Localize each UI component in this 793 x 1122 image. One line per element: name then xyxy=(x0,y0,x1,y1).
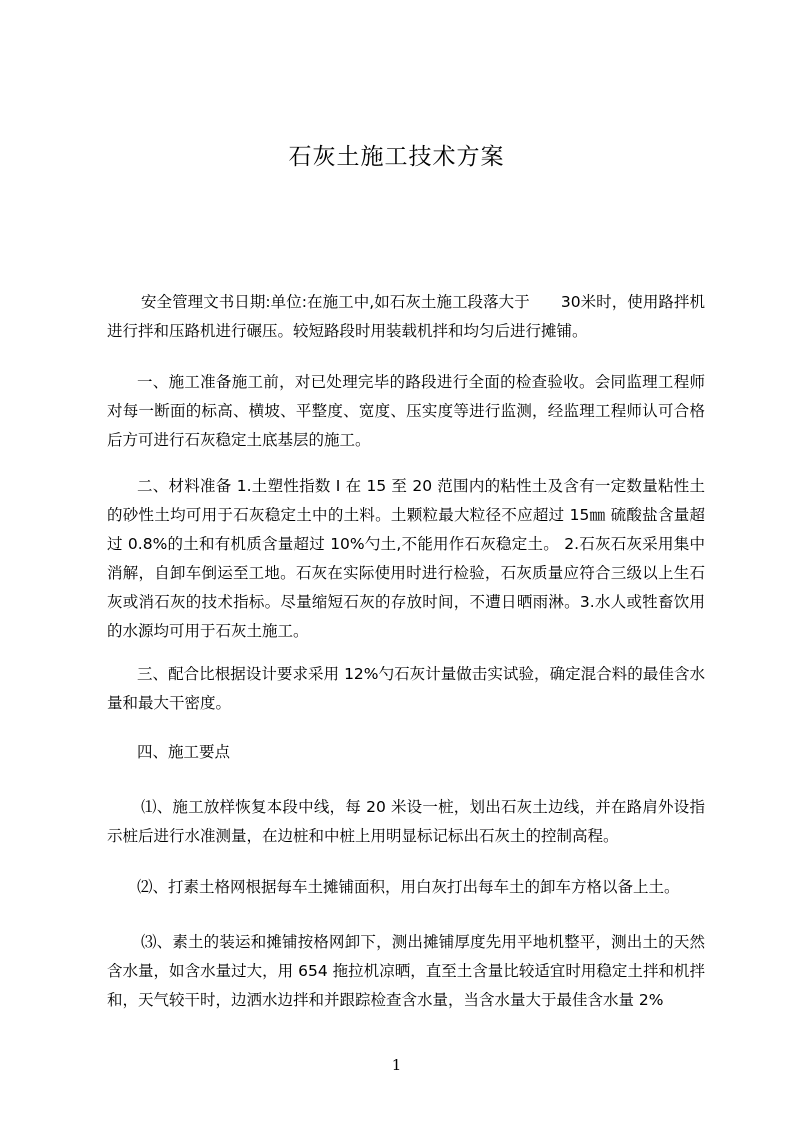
section-four-heading: 四、施工要点 xyxy=(137,743,231,761)
intro-paragraph: 安全管理文书日期:单位:在施工中,如石灰土施工段落大于 30米时，使用路拌机进行拌和压路机进行碾压。较短路段时用装载机拌和均匀后进行摊铺。 xyxy=(107,293,705,340)
section-three-paragraph: 三、配合比根据设计要求采用 12%勺石灰计量做击实试验，确定混合料的最佳含水量和最大干密度。 xyxy=(107,665,705,712)
step-three-paragraph: ⑶、素土的装运和摊铺按格网卸下，测出摊铺厚度先用平地机整平，测出土的天然含水量，如含水量过大，用 654 拖拉机凉晒，直至土含量比较适宜时用稳定土拌和机拌和，天气较干时，边洒水边拌和并跟踪检查含水量，当含水量大于最佳含水量 2% xyxy=(107,933,705,1009)
page-number: 1 xyxy=(391,1056,402,1074)
section-one-paragraph: 一、施工准备施工前，对已处理完毕的路段进行全面的检查验收。会同监理工程师对每一断面的标高、横坡、平整度、宽度、压实度等进行监测，经监理工程师认可合格后方可进行石灰稳定土底基层的施工。 xyxy=(107,373,705,449)
step-one-paragraph: ⑴、施工放样恢复本段中线，每 20 米设一桩，划出石灰土边线，并在路肩外设指示桩后进行水准测量，在边桩和中桩上用明显标记标出石灰土的控制高程。 xyxy=(107,798,705,845)
section-two-paragraph: 二、材料准备 1.土塑性指数 I 在 15 至 20 范围内的粘性土及含有一定数量粘性土的砂性土均可用于石灰稳定土中的土料。土颗粒最大粒径不应超过 15㎜ 硫酸盐含量超过 0.8%的土和有机质含量超过 10%勺土,不能用作石灰稳定土。 2.石灰石灰采用集中消解，自卸车倒运至工地。石灰在实际使用时进行检验，石灰质量应符合三级以上生石灰或消石灰的技术指标。尽量缩短石灰的存放时间，不遭日晒雨淋。3.水人或牲畜饮用的水源均可用于石灰土施工。 xyxy=(107,477,705,640)
step-two-paragraph: ⑵、打素土格网根据每车土摊铺面积，用白灰打出每车土的卸车方格以备上土。 xyxy=(137,878,680,896)
document-title: 石灰土施工技术方案 xyxy=(288,144,505,170)
